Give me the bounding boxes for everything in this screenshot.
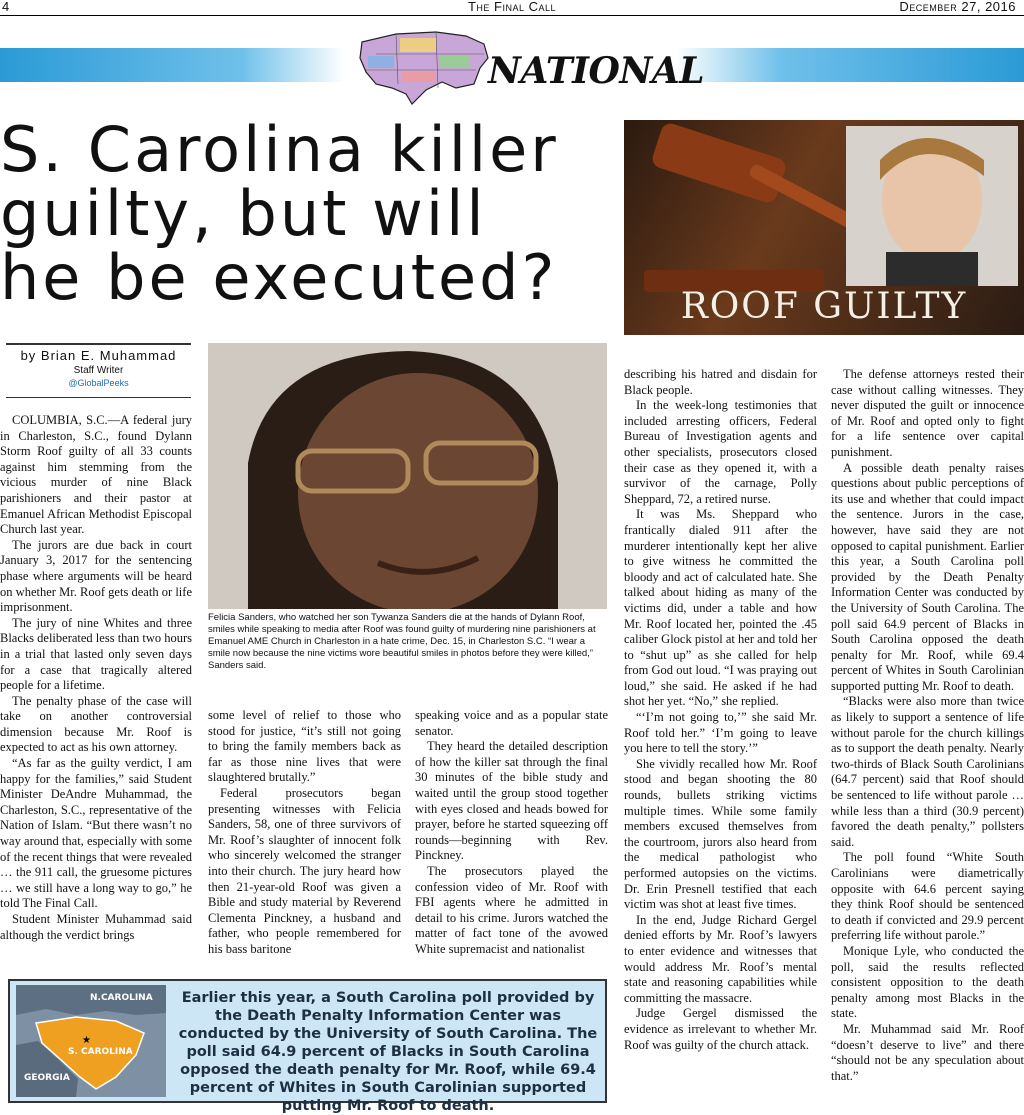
article-column-1	[0, 413, 192, 943]
paragraph: The defense attorneys rested their case without calling witnesses. They never disputed the guilt or innocence of Mr. Roof and opted only to fight for a life sentence over capital punishment.	[831, 367, 1024, 459]
paragraph: “Blacks were also more than twice as likely to support a sentence of life without parole for the church killings as to support the death penalty. Nearly two-thirds of Black South Carolinians (64.7 percent) said that Roof should be sentenced to life without parole … while less than a third (30.9 percent) favored the death penalty,” pollsters said.	[831, 694, 1024, 849]
hero-photo-overlay: ROOF GUILTY	[680, 286, 968, 327]
issue-date: December 27, 2016	[899, 0, 1016, 14]
paragraph: The penalty phase of the case will take on another controversial dimension because Mr. Roof is expected to act as his own attorney.	[0, 693, 192, 755]
photo-caption: Felicia Sanders, who watched her son Tywanza Sanders die at the hands of Dylann Roof, smiles while speaking to media after Roof was found guilty of murdering nine parishioners at Emanuel AME Church in Charleston in a hate crime, Dec. 15, in Charleston S.C. “I wear a smile now because the nine victims wore beautiful smiles in photos before they were killed,” Sanders said.	[208, 612, 596, 671]
paragraph: describing his hatred and disdain for Black people.	[624, 367, 817, 397]
paragraph: Mr. Muhammad said Mr. Roof “doesn’t deserve to live” and there “should not be any speculation about that.”	[831, 1021, 1024, 1083]
headline-line-1: S. Carolina killer	[0, 113, 559, 186]
publication-name: The Final Call	[467, 0, 557, 14]
byline-rule-bottom	[6, 397, 191, 398]
headline	[0, 113, 610, 314]
map-label-south-carolina: S. CAROLINA	[68, 1047, 133, 1057]
headline-line-3: he be executed?	[0, 241, 558, 314]
paragraph: COLUMBIA, S.C.—A federal jury in Charleston, S.C., found Dylann Storm Roof guilty of all 33 counts against him stemming from the vicious murder of nine Black parishioners and their pastor at Emanuel African Methodist Episcopal Church last year.	[0, 413, 192, 537]
headline-line-2: guilty, but will	[0, 177, 487, 250]
paragraph: Judge Gergel dismissed the evidence as irrelevant to whether Mr. Roof was guilty of the church attack.	[624, 1006, 817, 1052]
svg-text:★: ★	[82, 1035, 91, 1046]
paragraph: They heard the detailed description of how the killer sat through the final 30 minutes of the bible study and waited until the group stood together with eyes closed and heads bowed for prayer, before he started squeezing off rounds—beginning with Rev. Pinckney.	[415, 739, 608, 863]
paragraph: The prosecutors played the confession video of Mr. Roof with FBI agents where he admitted in detail to his crime. Jurors watched the matter of fact tone of the avowed White supremacist and nationalist	[415, 863, 608, 956]
author-role: Staff Writer	[73, 365, 124, 376]
paragraph: The jury of nine Whites and three Blacks deliberated less than two hours in a trial that lasted only seven days for a case that tragically altered people for a lifetime.	[0, 615, 192, 693]
paragraph: some level of relief to those who stood for justice, “it’s still not going to bring the family members back as far as those nine lives that were slaughtered brutally.”	[208, 708, 401, 785]
byline	[6, 348, 191, 388]
pull-quote-box	[8, 979, 607, 1114]
author-handle: @GlobalPeeks	[68, 378, 129, 388]
article-column-4	[624, 367, 817, 1053]
paragraph: Federal prosecutors began presenting witnesses with Felicia Sanders, 58, one of three survivors of Mr. Roof’s slaughter of innocent folk who sincerely welcomed the stranger into their church. The jury heard how then 21-year-old Roof was given a Bible and study material by Reverend Clementa Pinckney, a husband and father, who people remembered for his bass baritone	[208, 785, 401, 956]
pull-quote-text: Earlier this year, a South Carolina poll provided by the Death Penalty Information Center was conducted by the University of South Carolina. The poll said 64.9 percent of Blacks in South Carolina opposed the death penalty for Mr. Roof, while 69.4 percent of Whites in South Carolinian supported putting Mr. Roof to death.	[178, 990, 598, 1114]
feature-photo	[208, 343, 607, 609]
section-band-right	[676, 48, 1024, 82]
portrait-illustration	[208, 343, 607, 609]
map-label-georgia: GEORGIA	[24, 1073, 70, 1083]
article-column-5	[831, 367, 1024, 1084]
paragraph: In the end, Judge Richard Gergel denied efforts by Mr. Roof’s lawyers to enter evidence and witnesses that would address Mr. Roof’s mental state and reasoning capabilities while committing the massacre.	[624, 912, 817, 1005]
article-column-2	[208, 708, 401, 958]
paragraph: The jurors are due back in court January 3, 2017 for the sentencing phase where arguments will be heard on whether Mr. Roof gets death or life imprisonment.	[0, 537, 192, 615]
map-label-north-carolina: N.CAROLINA	[90, 993, 153, 1003]
page-number: 4	[2, 0, 10, 14]
paragraph: She vividly recalled how Mr. Roof stood and began shooting the 80 rounds, bullets striking victims multiple times. While some family members excused themselves from the courtroom, jurors also heard from the medical pathologist who performed autopsies on the victims. Dr. Erin Presnell testified that each victim was shot at least five times.	[624, 756, 817, 912]
byline-rule-top	[6, 343, 191, 345]
header-rule	[0, 15, 1024, 16]
article-column-3	[415, 708, 608, 958]
paragraph: A possible death penalty raises questions about public perceptions of its use and whether that could impact the sentence. Jurors in the case, however, have said they are not opposed to capital punishment. Earlier this year, a South Carolina poll provided by the Death Penalty Information Center was conducted by the University of South Carolina. The poll said 64.9 percent of Blacks in South Carolina opposed the death penalty for Mr. Roof, while 69.4 percent of Whites in South Carolinian supported putting Mr. Roof to death.	[831, 460, 1024, 693]
paragraph: Monique Lyle, who conducted the poll, said the results reflected consistent opposition to the death penalty among most Blacks in the state.	[831, 943, 1024, 1021]
page-header	[0, 0, 1024, 14]
paragraph: The poll found “White South Carolinians were diametrically opposite with 64.6 percent saying they think Roof should be sentenced to death if convicted and 29.9 percent preferring life without parole.”	[831, 850, 1024, 943]
hero-photo	[624, 120, 1024, 335]
section-title: NATIONAL	[488, 50, 705, 92]
paragraph: It was Ms. Sheppard who frantically dialed 911 after the murderer intentionally kept her alive to give witness he committed the bloody and act of calculated hate. She talked about hiding as many of the victims did, under a table and how Mr. Roof located her, pointed the .45 caliber Glock pistol at her and told her to “shut up” as she called for help from God out loud. “I was praying out loud,” she said. He asked if he had shot her yet. “No,” she replied.	[624, 507, 817, 709]
section-band-left	[0, 48, 345, 82]
paragraph: In the week-long testimonies that included arresting officers, Federal Bureau of Investigation agents and other specialists, prosecutors closed their case as they opened it, with a survivor of the carnage, Polly Sheppard, 72, a retired nurse.	[624, 398, 817, 506]
paragraph: speaking voice and as a popular state senator.	[415, 708, 608, 738]
us-map-icon	[356, 24, 496, 106]
paragraph: Student Minister Muhammad said although the verdict brings	[0, 912, 192, 942]
paragraph: “‘I’m not going to,’” she said Mr. Roof told her.” ‘I’m going to leave you here to tell the story.’”	[624, 710, 817, 756]
south-carolina-map	[16, 985, 166, 1097]
paragraph: “As far as the guilty verdict, I am happy for the families,” said Student Minister DeAndre Muhammad, the Charleston, S.C., representative of the Nation of Islam. “But there wasn’t no way around that, especially with some of the recent things that were revealed … the 911 call, the gruesome pictures … we still have a long way to go,” he told The Final Call.	[0, 756, 192, 911]
author-name: by Brian E. Muhammad	[20, 348, 177, 363]
